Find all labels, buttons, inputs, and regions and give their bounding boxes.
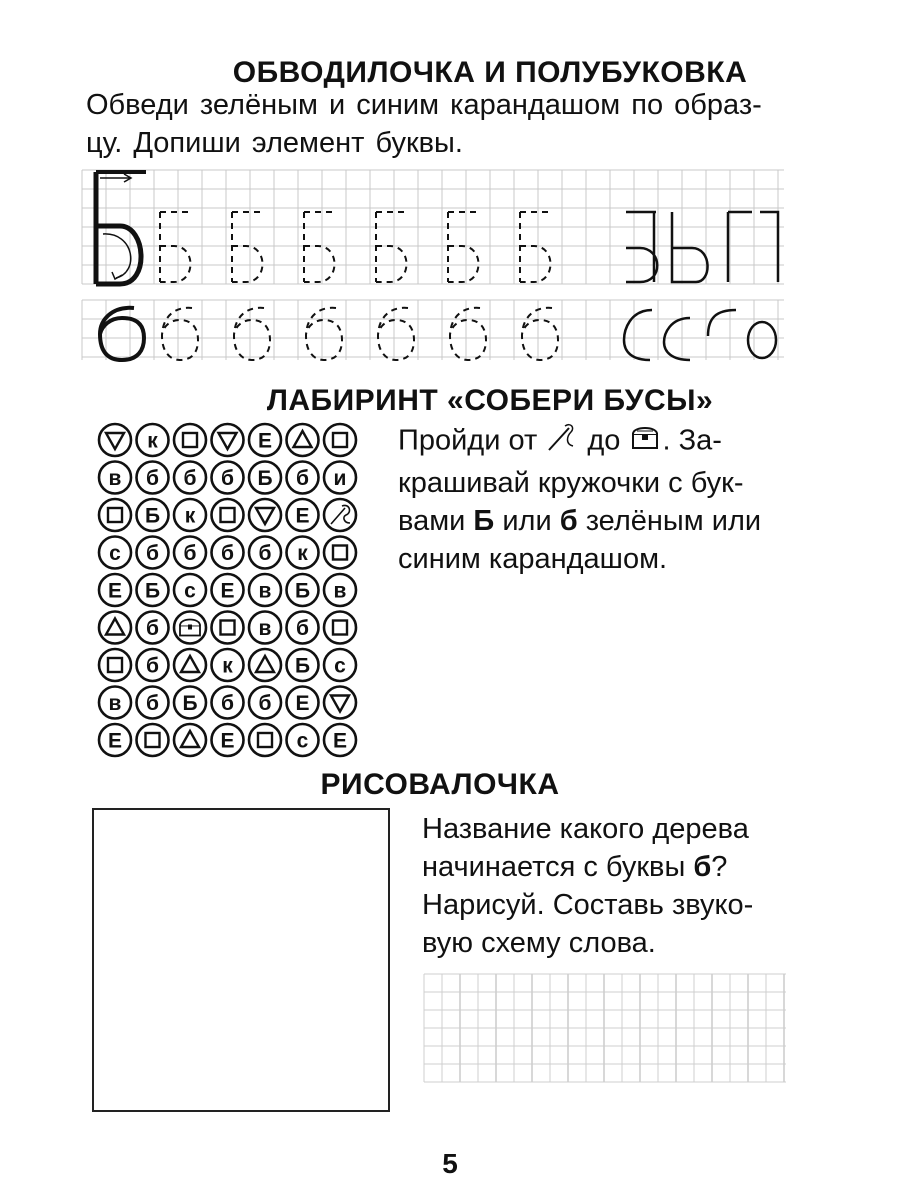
bead-letter: б xyxy=(146,542,159,565)
tracing-instruction-line-2: цу. Допиши элемент буквы. xyxy=(86,127,463,159)
page-number: 5 xyxy=(442,1148,458,1179)
maze-text-line-2: крашивай кружочки с бук- xyxy=(398,467,744,499)
drawing-question-mark: ? xyxy=(711,851,728,883)
bead-letter: Е xyxy=(332,729,348,753)
bead-letter: с xyxy=(334,654,346,678)
bead-letter: Б xyxy=(294,579,311,603)
bead-letter: к xyxy=(184,504,196,528)
maze-text-or: или xyxy=(502,505,552,537)
bead-letter: б xyxy=(146,467,159,490)
bead-letter: Е xyxy=(107,729,123,753)
bead-letter: б xyxy=(146,617,159,640)
maze-text-green-or: зелёным или xyxy=(585,505,762,537)
maze-section-title: ЛАБИРИНТ «СОБЕРИ БУСЫ» xyxy=(266,384,714,417)
maze-letter-lower: б xyxy=(559,505,578,537)
drawing-text-line-1: Название какого дерева xyxy=(422,813,749,845)
bead-letter: к xyxy=(147,429,158,453)
bead-letter: Е xyxy=(220,729,235,753)
maze-text-to: до xyxy=(587,424,621,457)
bead-letter: б xyxy=(296,467,309,490)
bead-letter: б xyxy=(296,617,309,640)
bead-letter: Е xyxy=(295,504,310,528)
drawing-letter: б xyxy=(693,851,712,883)
drawing-section-title: РИСОВАЛОЧКА xyxy=(320,768,560,801)
bead-letter: Е xyxy=(220,579,235,603)
maze-text-pass: Пройди от xyxy=(398,424,538,457)
tracing-instruction-line-1: Обведи зелёным и синим карандашом по образ- xyxy=(86,89,762,121)
bead-letter: Е xyxy=(295,692,310,715)
bead-letter: б xyxy=(183,542,197,565)
bead-letter: Б xyxy=(257,467,273,490)
drawing-text-line-3: Нарисуй. Составь звуко- xyxy=(422,889,754,921)
bead-letter: Б xyxy=(144,579,161,603)
maze-text-line-4: синим карандашом. xyxy=(398,543,668,575)
bead-letter: с xyxy=(109,542,121,565)
bead-letter: в xyxy=(333,579,347,603)
bead-letter: Е xyxy=(107,579,123,603)
bead-letter: в xyxy=(258,579,272,603)
bead-letter: б xyxy=(221,692,234,715)
bead-letter: с xyxy=(296,729,309,753)
bead-letter: б xyxy=(258,542,272,565)
maze-text-hyphen: . За- xyxy=(662,424,722,457)
bead-letter: Б xyxy=(182,692,198,715)
bead-letter: с xyxy=(184,579,196,603)
bead-letter: б xyxy=(221,542,234,565)
bead-letter: б xyxy=(146,654,159,678)
bead-letter: б xyxy=(146,692,159,715)
bead-letter: в xyxy=(258,617,272,640)
bead-letter: и xyxy=(333,467,347,490)
bead-letter: в xyxy=(108,692,122,715)
maze-text-with: вами xyxy=(398,505,466,537)
tracing-section-title: ОБВОДИЛОЧКА И ПОЛУБУКОВКА xyxy=(232,56,748,89)
bead-letter: к xyxy=(297,542,308,565)
bead-letter: Е xyxy=(257,429,273,453)
bead-letter: в xyxy=(108,467,122,490)
bead-letter: к xyxy=(222,654,233,678)
bead-letter: б xyxy=(258,692,272,715)
drawing-text-starts: начинается с буквы xyxy=(422,851,686,883)
bead-letter: б xyxy=(221,467,234,490)
bead-letter: б xyxy=(183,467,197,490)
bead-letter: Б xyxy=(144,504,161,528)
drawing-text-line-4: вую схему слова. xyxy=(422,927,656,959)
maze-letter-upper: Б xyxy=(473,505,495,537)
bead-letter: Б xyxy=(294,654,311,678)
